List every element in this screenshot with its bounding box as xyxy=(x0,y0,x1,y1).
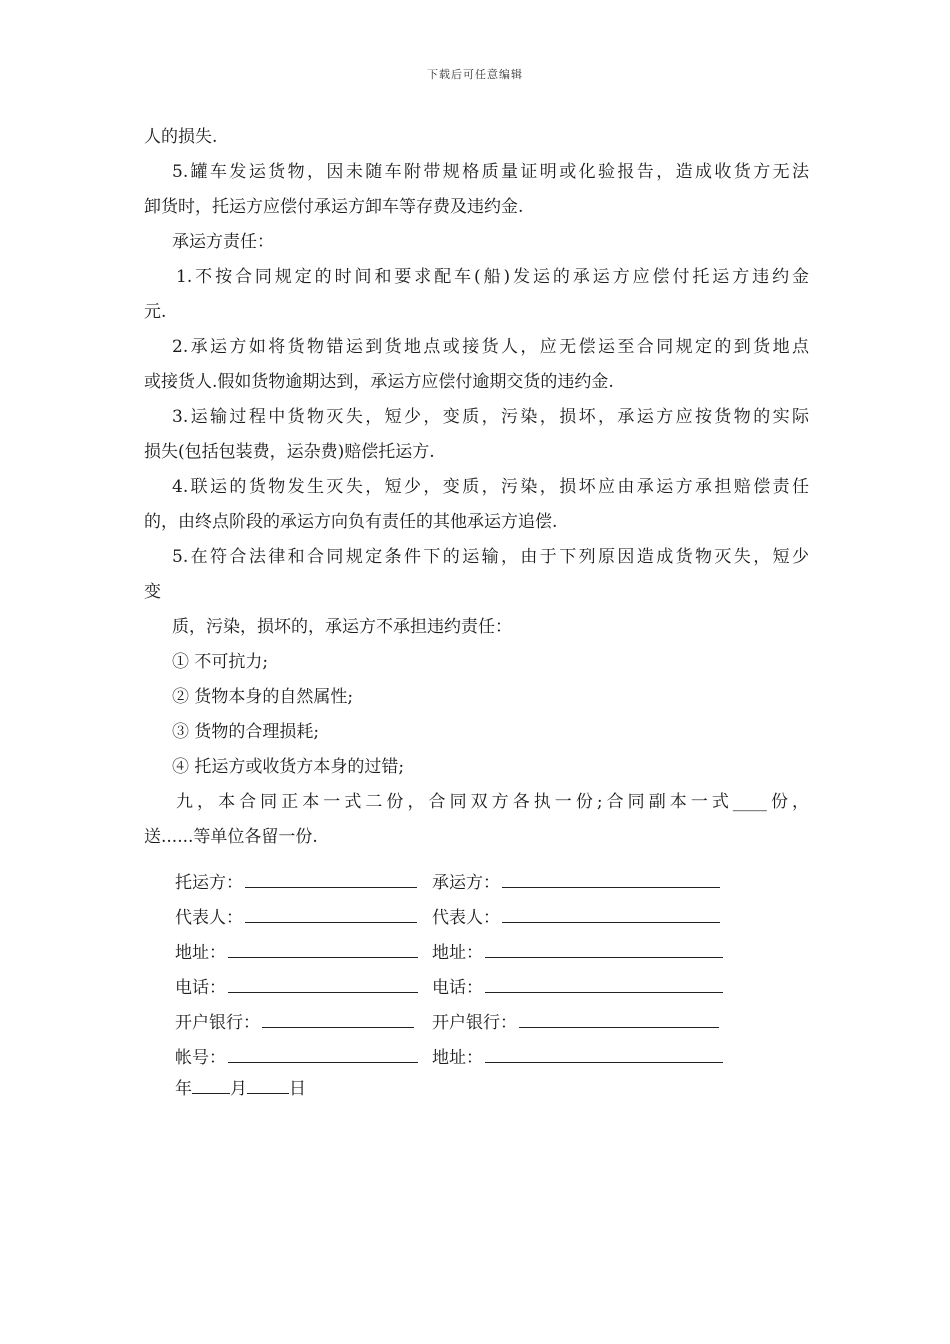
text-line: 4.联运的货物发生灭失，短少，变质，污染，损坏应由承运方承担赔偿责任 xyxy=(172,477,809,497)
list-item: ② 货物本身的自然属性; xyxy=(172,687,354,707)
list-item: ③ 货物的合理损耗; xyxy=(172,722,320,742)
blank-line xyxy=(228,970,418,993)
signature-block xyxy=(175,865,735,1075)
field-label: 代表人： xyxy=(175,908,243,928)
text-line: 送......等单位各留一份. xyxy=(144,827,318,847)
signature-row xyxy=(175,900,735,935)
text-line: 九，本合同正本一式二份，合同双方各执一份;合同副本一式____份， xyxy=(176,792,809,812)
section-heading: 承运方责任： xyxy=(172,232,274,252)
blank-line xyxy=(245,865,417,888)
blank-line xyxy=(519,1005,719,1028)
signature-row xyxy=(175,865,735,900)
text-line: 1.不按合同规定的时间和要求配车(船)发运的承运方应偿付托运方违约金 xyxy=(176,267,809,287)
field-label: 电话： xyxy=(175,978,226,998)
text-line: 质，污染，损坏的，承运方不承担违约责任： xyxy=(172,617,512,637)
field-label: 开户银行： xyxy=(432,1013,517,1033)
date-month-label: 月 xyxy=(230,1079,247,1099)
field-label: 电话： xyxy=(432,978,483,998)
text-line: 或接货人.假如货物逾期达到，承运方应偿付逾期交货的违约金. xyxy=(144,372,614,392)
field-label: 托运方： xyxy=(175,873,243,893)
field-label: 帐号： xyxy=(175,1048,226,1068)
date-day-label: 日 xyxy=(289,1079,306,1099)
field-label: 代表人： xyxy=(432,908,500,928)
blank-line xyxy=(228,1040,418,1063)
blank-line xyxy=(245,900,417,923)
blank-line xyxy=(485,1040,723,1063)
text-line: 3.运输过程中货物灭失，短少，变质，污染，损坏，承运方应按货物的实际 xyxy=(172,407,809,427)
document-body xyxy=(144,120,809,855)
text-line: 5.罐车发运货物，因未随车附带规格质量证明或化验报告，造成收货方无法 xyxy=(172,162,809,182)
text-line: 的，由终点阶段的承运方向负有责任的其他承运方追偿. xyxy=(144,512,558,532)
field-label: 地址： xyxy=(175,943,226,963)
signature-row xyxy=(175,935,735,970)
text-line: 2.承运方如将货物错运到货地点或接货人，应无偿运至合同规定的到货地点 xyxy=(172,337,809,357)
text-line: 变 xyxy=(144,582,161,602)
signature-row xyxy=(175,1040,735,1075)
signature-row xyxy=(175,970,735,1005)
date-year-label: 年 xyxy=(175,1079,192,1099)
blank-line xyxy=(502,900,720,923)
text-line: 人的损失. xyxy=(144,127,218,147)
text-line: 卸货时，托运方应偿付承运方卸车等存费及违约金. xyxy=(144,197,524,217)
field-label: 承运方： xyxy=(432,873,500,893)
blank-line xyxy=(228,935,418,958)
text-line: 5.在符合法律和合同规定条件下的运输，由于下列原因造成货物灭失，短少 xyxy=(172,547,809,567)
field-label: 地址： xyxy=(432,1048,483,1068)
blank-line xyxy=(485,935,723,958)
blank-line xyxy=(502,865,720,888)
text-line: 元. xyxy=(144,302,167,322)
page-header: 下载后可任意编辑 xyxy=(427,68,523,81)
text-line: 损失(包括包装费，运杂费)赔偿托运方. xyxy=(144,442,435,462)
list-item: ④ 托运方或收货方本身的过错; xyxy=(172,757,405,777)
date-line xyxy=(175,1071,306,1106)
signature-row xyxy=(175,1005,735,1040)
list-item: ① 不可抗力; xyxy=(172,652,269,672)
blank-line xyxy=(262,1005,414,1028)
blank-line xyxy=(247,1071,289,1094)
field-label: 开户银行： xyxy=(175,1013,260,1033)
blank-line xyxy=(485,970,723,993)
field-label: 地址： xyxy=(432,943,483,963)
blank-line xyxy=(192,1071,230,1094)
